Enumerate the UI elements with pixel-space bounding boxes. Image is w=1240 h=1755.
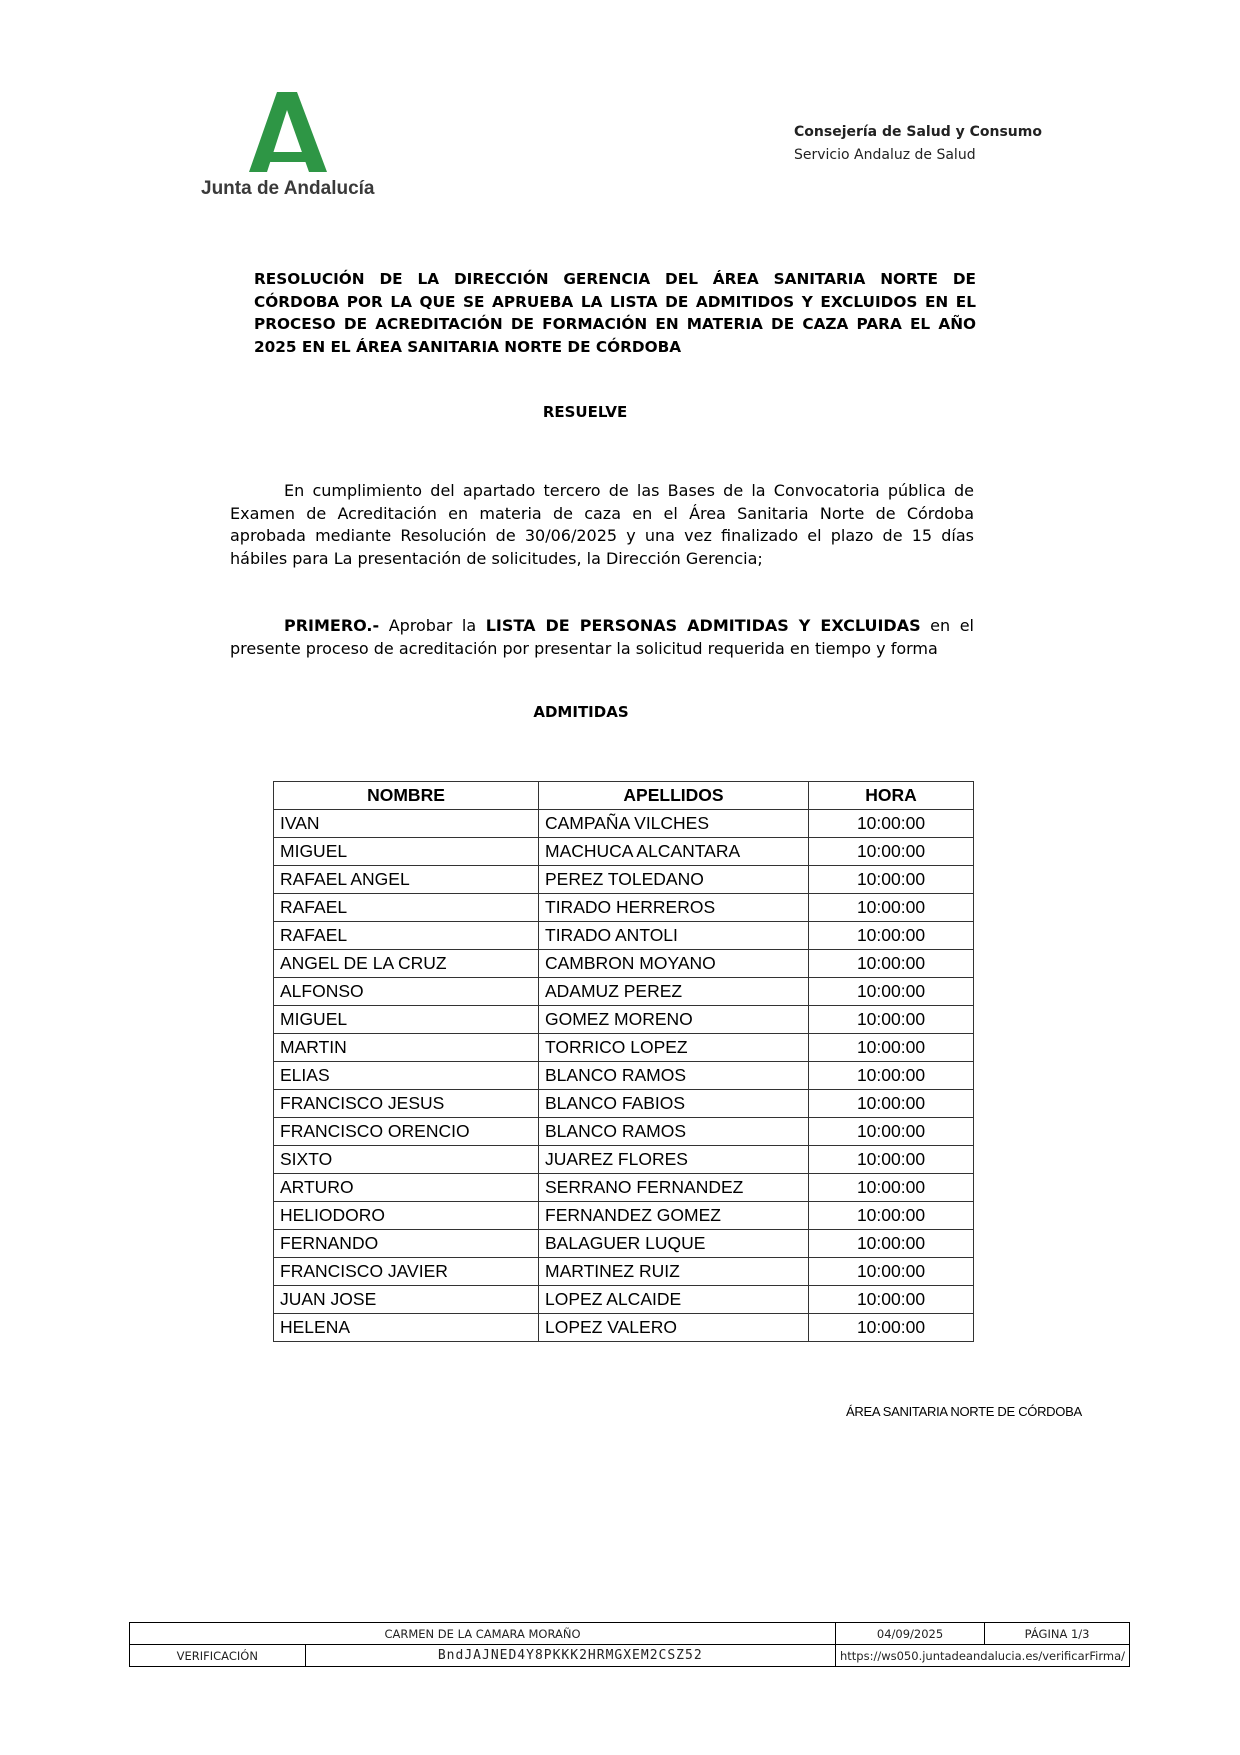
signature-box — [129, 1622, 1130, 1667]
table-row — [274, 1062, 974, 1090]
paragraph-intro-text: En cumplimiento del apartado tercero de las Bases de la Convocatoria pública de Examen de Acreditación en materia de caza en el Área Sanitaria Norte de Córdoba aprobada mediante Resolución de 30/06/2025 y una vez finalizado el plazo de 15 días hábiles para La presentación de solicitudes, la Dirección Gerencia; — [230, 481, 974, 568]
cell-hora: 10:00:00 — [809, 1174, 974, 1202]
cell-nombre: FRANCISCO JESUS — [274, 1090, 539, 1118]
department-name: Consejería de Salud y Consumo — [794, 124, 1042, 140]
cell-apellidos: TORRICO LOPEZ — [539, 1034, 809, 1062]
table-row — [274, 1314, 974, 1342]
cell-nombre: RAFAEL — [274, 922, 539, 950]
table-row — [274, 950, 974, 978]
cell-nombre: ALFONSO — [274, 978, 539, 1006]
cell-nombre: HELENA — [274, 1314, 539, 1342]
logo-text: Junta de Andalucía — [201, 178, 375, 199]
cell-hora: 10:00:00 — [809, 978, 974, 1006]
cell-hora: 10:00:00 — [809, 838, 974, 866]
junta-andalucia-emblem-icon — [243, 92, 333, 172]
verification-code: BndJAJNED4Y8PKKK2HRMGXEM2CSZ52 — [305, 1645, 835, 1667]
cell-nombre: ELIAS — [274, 1062, 539, 1090]
service-name: Servicio Andaluz de Salud — [794, 147, 976, 163]
cell-nombre: HELIODORO — [274, 1202, 539, 1230]
column-header-hora: HORA — [809, 782, 974, 810]
cell-nombre: ANGEL DE LA CRUZ — [274, 950, 539, 978]
cell-hora: 10:00:00 — [809, 1118, 974, 1146]
table-row — [274, 1230, 974, 1258]
cell-hora: 10:00:00 — [809, 1146, 974, 1174]
table-row — [274, 1258, 974, 1286]
cell-nombre: JUAN JOSE — [274, 1286, 539, 1314]
table-row — [274, 1034, 974, 1062]
cell-nombre: MARTIN — [274, 1034, 539, 1062]
primero-lead: PRIMERO.- — [284, 616, 380, 635]
table-row — [274, 838, 974, 866]
cell-apellidos: MACHUCA ALCANTARA — [539, 838, 809, 866]
cell-apellidos: MARTINEZ RUIZ — [539, 1258, 809, 1286]
cell-hora: 10:00:00 — [809, 1230, 974, 1258]
cell-nombre: FRANCISCO ORENCIO — [274, 1118, 539, 1146]
cell-apellidos: BLANCO RAMOS — [539, 1118, 809, 1146]
cell-hora: 10:00:00 — [809, 1202, 974, 1230]
cell-nombre: RAFAEL ANGEL — [274, 866, 539, 894]
cell-hora: 10:00:00 — [809, 1090, 974, 1118]
cell-apellidos: CAMPAÑA VILCHES — [539, 810, 809, 838]
cell-apellidos: LOPEZ VALERO — [539, 1314, 809, 1342]
junta-de-andalucia-logo — [195, 92, 395, 207]
cell-apellidos: LOPEZ ALCAIDE — [539, 1286, 809, 1314]
cell-apellidos: FERNANDEZ GOMEZ — [539, 1202, 809, 1230]
verification-url[interactable]: https://ws050.juntadeandalucia.es/verificarFirma/ — [836, 1645, 1130, 1667]
cell-apellidos: GOMEZ MORENO — [539, 1006, 809, 1034]
cell-hora: 10:00:00 — [809, 1258, 974, 1286]
cell-nombre: ARTURO — [274, 1174, 539, 1202]
cell-apellidos: PEREZ TOLEDANO — [539, 866, 809, 894]
table-row — [274, 1090, 974, 1118]
cell-nombre: SIXTO — [274, 1146, 539, 1174]
table-row — [274, 978, 974, 1006]
verification-label: VERIFICACIÓN — [130, 1645, 306, 1667]
table-row — [274, 1118, 974, 1146]
cell-apellidos: TIRADO HERREROS — [539, 894, 809, 922]
cell-hora: 10:00:00 — [809, 1006, 974, 1034]
page-number: PÁGINA 1/3 — [985, 1623, 1130, 1645]
table-row — [274, 1202, 974, 1230]
cell-hora: 10:00:00 — [809, 922, 974, 950]
cell-hora: 10:00:00 — [809, 1034, 974, 1062]
resolution-title: RESOLUCIÓN DE LA DIRECCIÓN GERENCIA DEL ÁREA SANITARIA NORTE DE CÓRDOBA POR LA QUE SE APRUEBA LA LISTA DE ADMITIDOS Y EXCLUIDOS EN EL PROCESO DE ACREDITACIÓN DE FORMACIÓN EN MATERIA DE CAZA PARA EL AÑO 2025 EN EL ÁREA SANITARIA NORTE DE CÓRDOBA — [254, 270, 976, 357]
cell-apellidos: ADAMUZ PEREZ — [539, 978, 809, 1006]
cell-apellidos: SERRANO FERNANDEZ — [539, 1174, 809, 1202]
cell-apellidos: CAMBRON MOYANO — [539, 950, 809, 978]
admitidas-heading: ADMITIDAS — [533, 703, 629, 721]
cell-apellidos: TIRADO ANTOLI — [539, 922, 809, 950]
cell-apellidos: BALAGUER LUQUE — [539, 1230, 809, 1258]
signer-name: CARMEN DE LA CAMARA MORAÑO — [130, 1623, 836, 1645]
resuelve-heading: RESUELVE — [542, 403, 628, 421]
paragraph-intro — [230, 480, 974, 570]
cell-hora: 10:00:00 — [809, 1314, 974, 1342]
table-row — [274, 922, 974, 950]
signature-date: 04/09/2025 — [836, 1623, 985, 1645]
table-row — [274, 810, 974, 838]
primero-text-1: Aprobar la — [379, 616, 486, 635]
cell-apellidos: JUAREZ FLORES — [539, 1146, 809, 1174]
cell-hora: 10:00:00 — [809, 1286, 974, 1314]
column-header-nombre: NOMBRE — [274, 782, 539, 810]
department-block — [794, 121, 1042, 167]
table-row — [274, 1146, 974, 1174]
cell-hora: 10:00:00 — [809, 866, 974, 894]
table-row — [274, 894, 974, 922]
cell-apellidos: BLANCO FABIOS — [539, 1090, 809, 1118]
column-header-apellidos: APELLIDOS — [539, 782, 809, 810]
cell-hora: 10:00:00 — [809, 894, 974, 922]
table-row — [274, 1286, 974, 1314]
table-row — [274, 866, 974, 894]
primero-text-2: en el presente proceso de acreditación por presentar la solicitud requerida en tiempo y forma — [230, 616, 975, 658]
cell-nombre: FERNANDO — [274, 1230, 539, 1258]
cell-hora: 10:00:00 — [809, 810, 974, 838]
paragraph-primero — [230, 615, 974, 660]
cell-hora: 10:00:00 — [809, 1062, 974, 1090]
cell-nombre: FRANCISCO JAVIER — [274, 1258, 539, 1286]
cell-nombre: IVAN — [274, 810, 539, 838]
cell-apellidos: BLANCO RAMOS — [539, 1062, 809, 1090]
area-sanitaria-label: ÁREA SANITARIA NORTE DE CÓRDOBA — [846, 1404, 1082, 1419]
admitidas-table — [273, 781, 974, 1342]
table-header-row — [274, 782, 974, 810]
table-row — [274, 1174, 974, 1202]
table-row — [274, 1006, 974, 1034]
primero-bold-list: LISTA DE PERSONAS ADMITIDAS Y EXCLUIDAS — [485, 616, 921, 635]
cell-nombre: MIGUEL — [274, 1006, 539, 1034]
cell-nombre: RAFAEL — [274, 894, 539, 922]
cell-nombre: MIGUEL — [274, 838, 539, 866]
cell-hora: 10:00:00 — [809, 950, 974, 978]
